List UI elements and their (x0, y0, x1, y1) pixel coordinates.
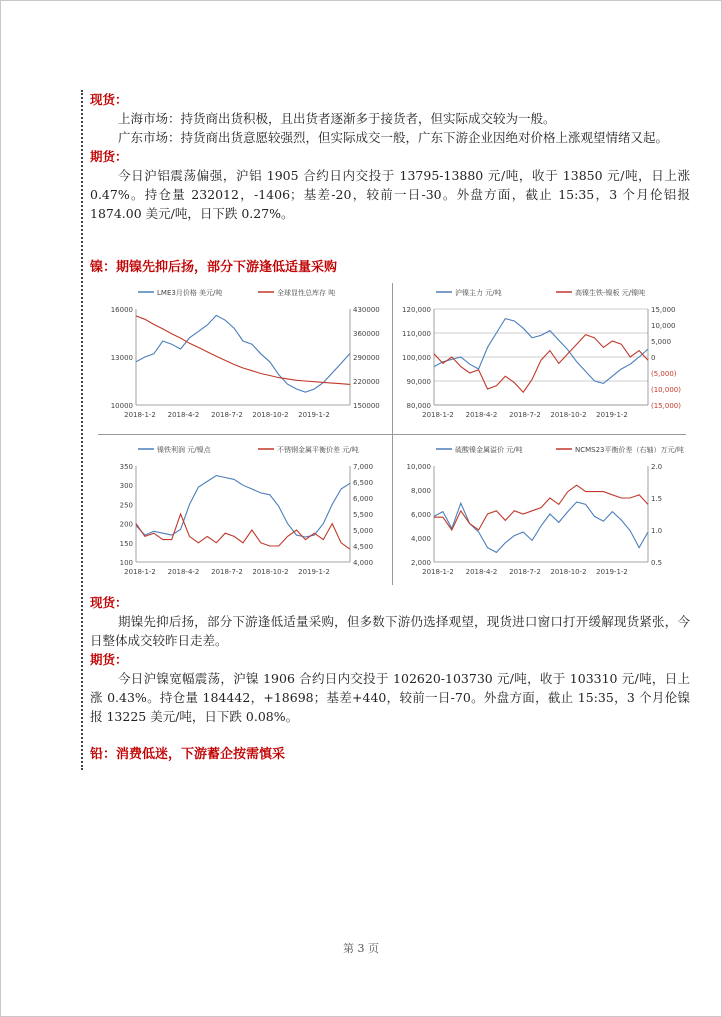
aluminium-spot-block (90, 90, 690, 223)
y-left-tick: 10000 (110, 402, 133, 410)
legend-label: LME3月价格 美元/吨 (157, 289, 223, 297)
spot-label: 现货： (90, 92, 128, 107)
y-left-tick: 150 (119, 539, 133, 548)
series-line-0 (136, 476, 350, 537)
spot-paragraph-shanghai: 上海市场：持货商出货积极，且出货者逐渐多于接货者，但实际成交较为一般。 (118, 111, 556, 126)
y-right-tick: 150000 (353, 402, 380, 410)
futures-paragraph-nickel: 今日沪镍宽幅震荡，沪镍 1906 合约日内交投于 102620-103730 元/吨，收于 103310 元/吨，日上涨 0.43%。持仓量 184442，+18698；基差+440，较前一日-70。外盘方面，截止 15:35，3 个月伦镍报 13225 美元/吨，日下跌 0.08%。 (90, 671, 690, 724)
spot-paragraph-guangdong: 广东市场：持货商出货意愿较强烈，但实际成交一般，广东下游企业因绝对价格上涨观望情绪又起。 (118, 130, 669, 145)
futures-paragraph-aluminium: 今日沪铝震荡偏强，沪铝 1905 合约日内交投于 13795-13880 元/吨，收于 13850 元/吨，日上涨 0.47%。持仓量 232012，-1406；基差-20，较前一日-30。外盘方面，截止 15:35，3 个月伦铝报 1874.00 美元/吨，日下跌 0.27%。 (90, 168, 690, 221)
lead-heading: 铅：消费低迷，下游蓄企按需慎采 (90, 747, 286, 762)
y-right-tick: (15,000) (651, 402, 681, 410)
x-tick: 2018-1-2 (124, 411, 156, 419)
x-tick: 2018-10-2 (252, 568, 289, 576)
series-line-1 (434, 335, 648, 393)
y-right-tick: 7,000 (353, 463, 374, 471)
spot-paragraph-nickel: 期镍先抑后扬，部分下游逢低适量采购，但多数下游仍选择观望，现货进口窗口打开缓解现货紧张，今日整体成交较昨日走差。 (90, 614, 690, 648)
y-left-tick: 90,000 (406, 378, 431, 386)
futures-label: 期货： (90, 149, 128, 164)
legend-label: 硫酸镍金属溢价 元/吨 (455, 446, 523, 454)
y-right-tick: 4,000 (353, 559, 374, 567)
y-right-tick: 430000 (353, 306, 380, 314)
y-left-tick: 110,000 (402, 330, 431, 338)
y-right-tick: 2.0 (651, 463, 663, 471)
y-right-tick: 4,500 (353, 543, 374, 551)
y-left-tick: 350 (119, 463, 133, 471)
x-tick: 2018-4-2 (167, 411, 200, 419)
chart-nickel-sulfate-premium (396, 440, 686, 585)
y-right-tick: 1.5 (651, 495, 663, 503)
x-tick: 2019-1-2 (298, 568, 330, 576)
y-right-tick: 15,000 (651, 306, 676, 314)
spot-label: 现货： (90, 595, 128, 610)
y-right-tick: 5,000 (651, 338, 672, 346)
y-right-tick: 6,000 (353, 495, 374, 503)
y-left-tick: 120,000 (402, 306, 431, 314)
y-right-tick: 220000 (353, 378, 380, 386)
y-right-tick: (10,000) (651, 386, 681, 394)
x-tick: 2018-1-2 (124, 568, 156, 576)
y-left-tick: 2,000 (410, 559, 431, 567)
y-left-tick: 200 (119, 520, 133, 529)
y-left-tick: 8,000 (410, 487, 431, 495)
y-right-tick: 6,500 (353, 479, 374, 487)
nickel-heading: 镍：期镍先抑后扬，部分下游逢低适量采购 (90, 260, 338, 275)
x-tick: 2018-4-2 (465, 568, 498, 576)
legend-label: 全球显性总库存 吨 (277, 289, 336, 297)
legend-label: 不锈钢金属平衡价差 元/吨 (277, 446, 359, 454)
chart-shfe-nickel (396, 283, 686, 428)
legend-label: NCMS23平衡价差（右轴）万元/吨 (575, 446, 684, 454)
page-number: 第 3 页 (343, 942, 379, 955)
x-tick: 2018-10-2 (252, 411, 289, 419)
y-left-tick: 6,000 (410, 511, 431, 519)
y-right-tick: 5,500 (353, 511, 374, 519)
y-right-tick: 360000 (353, 330, 380, 338)
y-left-tick: 100 (119, 559, 133, 567)
series-line-1 (136, 316, 350, 385)
legend-label: 镍铁利润 元/镍点 (157, 446, 211, 454)
x-tick: 2018-7-2 (211, 568, 243, 576)
y-right-tick: 0 (651, 354, 656, 362)
x-tick: 2018-1-2 (422, 411, 454, 419)
y-right-tick: (5,000) (651, 370, 677, 378)
margin-dotted-rule (81, 90, 83, 770)
x-tick: 2018-1-2 (422, 568, 454, 576)
y-right-tick: 290000 (353, 354, 380, 362)
chart-lme-aluminium (98, 283, 388, 428)
y-right-tick: 5,000 (353, 527, 374, 535)
nickel-spot-block (90, 593, 690, 726)
x-tick: 2018-7-2 (509, 568, 541, 576)
series-line-1 (136, 514, 350, 549)
series-line-0 (136, 315, 350, 392)
series-line-0 (434, 319, 648, 384)
legend-label: 沪镍主力 元/吨 (455, 289, 502, 297)
y-left-tick: 100,000 (402, 354, 431, 362)
x-tick: 2018-4-2 (167, 568, 200, 576)
y-left-tick: 13000 (110, 354, 133, 362)
x-tick: 2019-1-2 (596, 568, 628, 576)
y-left-tick: 10,000 (406, 463, 431, 471)
series-line-0 (434, 502, 648, 552)
chart-nickel-pig-iron-profit (98, 440, 388, 585)
y-right-tick: 10,000 (651, 322, 676, 330)
y-left-tick: 4,000 (410, 535, 431, 543)
x-tick: 2018-4-2 (465, 411, 498, 419)
y-right-tick: 0.5 (651, 559, 663, 567)
series-line-1 (434, 485, 648, 530)
y-left-tick: 80,000 (406, 402, 431, 410)
y-left-tick: 16000 (110, 306, 133, 314)
x-tick: 2019-1-2 (298, 411, 330, 419)
x-tick: 2018-10-2 (550, 568, 587, 576)
y-left-tick: 250 (119, 501, 133, 510)
y-left-tick: 300 (119, 482, 133, 491)
legend-label: 高镍生铁-镍板 元/镍吨 (575, 289, 646, 297)
x-tick: 2018-10-2 (550, 411, 587, 419)
x-tick: 2019-1-2 (596, 411, 628, 419)
x-tick: 2018-7-2 (211, 411, 243, 419)
x-tick: 2018-7-2 (509, 411, 541, 419)
chart-divider-vertical (392, 283, 393, 585)
futures-label: 期货： (90, 652, 128, 667)
y-right-tick: 1.0 (651, 527, 663, 535)
